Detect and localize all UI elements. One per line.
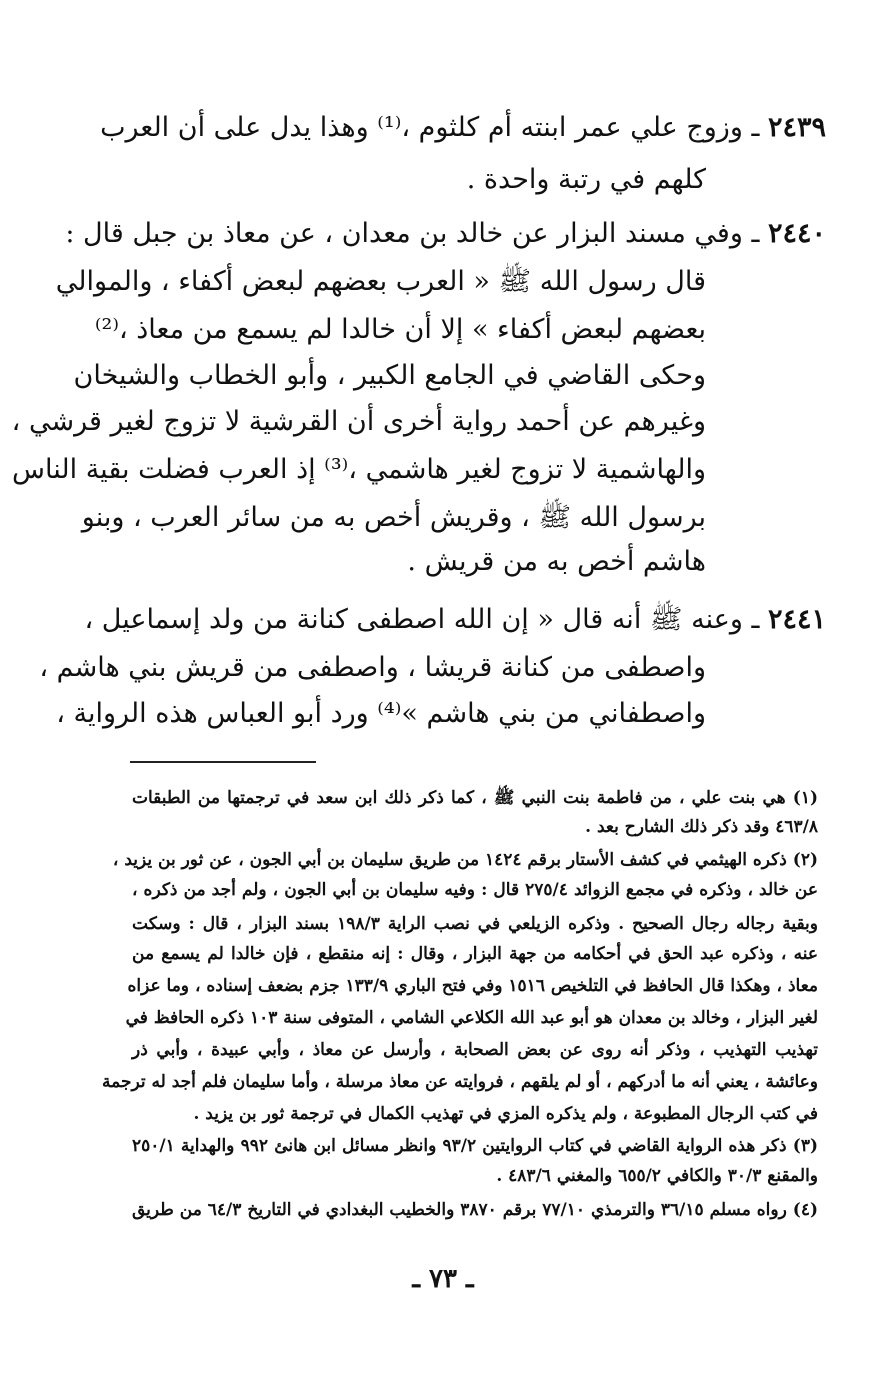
entry-line	[65, 214, 826, 254]
entry-line	[84, 600, 826, 640]
footnote-line: عن خالد ، وذكره في مجمع الزوائد ٢٧٥/٤ قال : وفيه سليمان بن أبي الجون ، ولم أجد من ذكره ،	[132, 880, 819, 900]
footnote-line: (٢) ذكره الهيثمي في كشف الأستار برقم ١٤٢٤ من طريق سليمان بن أبي الجون ، عن ثور بن يزيد ،	[112, 850, 818, 870]
entry-line: قال رسول الله ﷺ « العرب بعضهم لبعض أكفاء ، والموالي	[55, 266, 706, 297]
footnote-line: والمقنع ٣٠/٣ والكافي ٦٥٥/٢ والمغني ٤٨٣/٦ .	[496, 1166, 818, 1186]
entry-line: والهاشمية لا تزوج لغير هاشمي ،⁽³⁾ إذ العرب فضلت بقية الناس	[12, 454, 706, 485]
entry-line: وغيرهم عن أحمد رواية أخرى أن القرشية لا تزوج لغير قرشي ،	[11, 406, 706, 437]
footnote-line: معاذ ، وهكذا قال الحافظ في التلخيص ١٥١٦ وفي فتح الباري ١٣٣/٩ جزم بضعف إسناده ، وما عزاه	[127, 976, 818, 996]
entry-line	[100, 108, 826, 148]
footnote-line: في كتب الرجال المطبوعة ، ولم يذكره المزي في تهذيب الكمال في ترجمة ثور بن يزيد .	[193, 1104, 818, 1124]
footnote-line: (١) هي بنت علي ، من فاطمة بنت النبي ﷺ ، كما ذكر ذلك ابن سعد في ترجمتها من الطبقات	[132, 788, 818, 808]
footnote-line: (٣) ذكر هذه الرواية القاضي في كتاب الروايتين ٩٣/٢ وانظر مسائل ابن هانئ ٩٩٢ والهداية ٢٥٠/١	[132, 1136, 818, 1156]
entry-number: ٢٤٣٩	[767, 112, 826, 143]
footnote-line: وبقية رجاله رجال الصحيح . وذكره الزيلعي في نصب الراية ١٩٨/٣ بسند البزار ، قال : وسكت	[132, 914, 818, 934]
footnote-line: ٤٦٣/٨ وقد ذكر ذلك الشارح بعد .	[585, 817, 818, 837]
entry-number: ٢٤٤١	[767, 604, 826, 635]
footnote-line: تهذيب التهذيب ، وذكر أنه روى عن بعض الصحابة ، وأرسل عن معاذ ، وأبي عبيدة ، وأبي ذر	[132, 1040, 818, 1060]
entry-dash: ـ	[751, 218, 760, 249]
entry-line: واصطفى من كنانة قريشا ، واصطفى من قريش بني هاشم ،	[39, 652, 706, 683]
footnote-line: عنه ، وذكره عبد الحق في أحكامه من جهة البزار ، وقال : إنه منقطع ، فإن خالدا لم يسمع من	[132, 944, 818, 964]
entry-line: وحكى القاضي في الجامع الكبير ، وأبو الخطاب والشيخان	[73, 360, 706, 391]
footnote-line: وعائشة ، يعني أنه ما أدركهم ، أو لم يلقهم ، فروايته عن معاذ مرسلة ، وأما سليمان فلم أجد له ترجمة	[102, 1072, 818, 1092]
entry-text: وعنه ﷺ أنه قال « إن الله اصطفى كنانة من ولد إسماعيل ،	[84, 604, 743, 635]
entry-text: وزوج علي عمر ابنته أم كلثوم ،⁽¹⁾ وهذا يدل على أن العرب	[100, 112, 743, 143]
entry-dash: ـ	[751, 604, 760, 635]
entry-text: وفي مسند البزار عن خالد بن معدان ، عن معاذ بن جبل قال :	[65, 218, 743, 249]
entry-line: بعضهم لبعض أكفاء » إلا أن خالدا لم يسمع من معاذ ،⁽²⁾	[94, 314, 706, 345]
entry-dash: ـ	[751, 112, 760, 143]
entry-line: واصطفاني من بني هاشم »⁽⁴⁾ ورد أبو العباس هذه الرواية ،	[56, 698, 706, 729]
entry-line: هاشم أخص به من قريش .	[407, 546, 706, 577]
entry-number: ٢٤٤٠	[767, 218, 826, 249]
footnote-line: (٤) رواه مسلم ٣٦/١٥ والترمذي ٧٧/١٠ برقم ٣٨٧٠ والخطيب البغدادي في التاريخ ٦٤/٣ من طريق	[132, 1200, 819, 1220]
entry-line: برسول الله ﷺ ، وقريش أخص به من سائر العرب ، وبنو	[81, 502, 706, 533]
footnote-line: لغير البزار ، وخالد بن معدان هو أبو عبد الله الكلاعي الشامي ، المتوفى سنة ١٠٣ ذكره الحافظ في	[125, 1008, 818, 1028]
footnote-separator	[130, 761, 316, 763]
entry-line: كلهم في رتبة واحدة .	[466, 164, 706, 195]
page-number: ـ ٧٣ ـ	[412, 1264, 474, 1294]
